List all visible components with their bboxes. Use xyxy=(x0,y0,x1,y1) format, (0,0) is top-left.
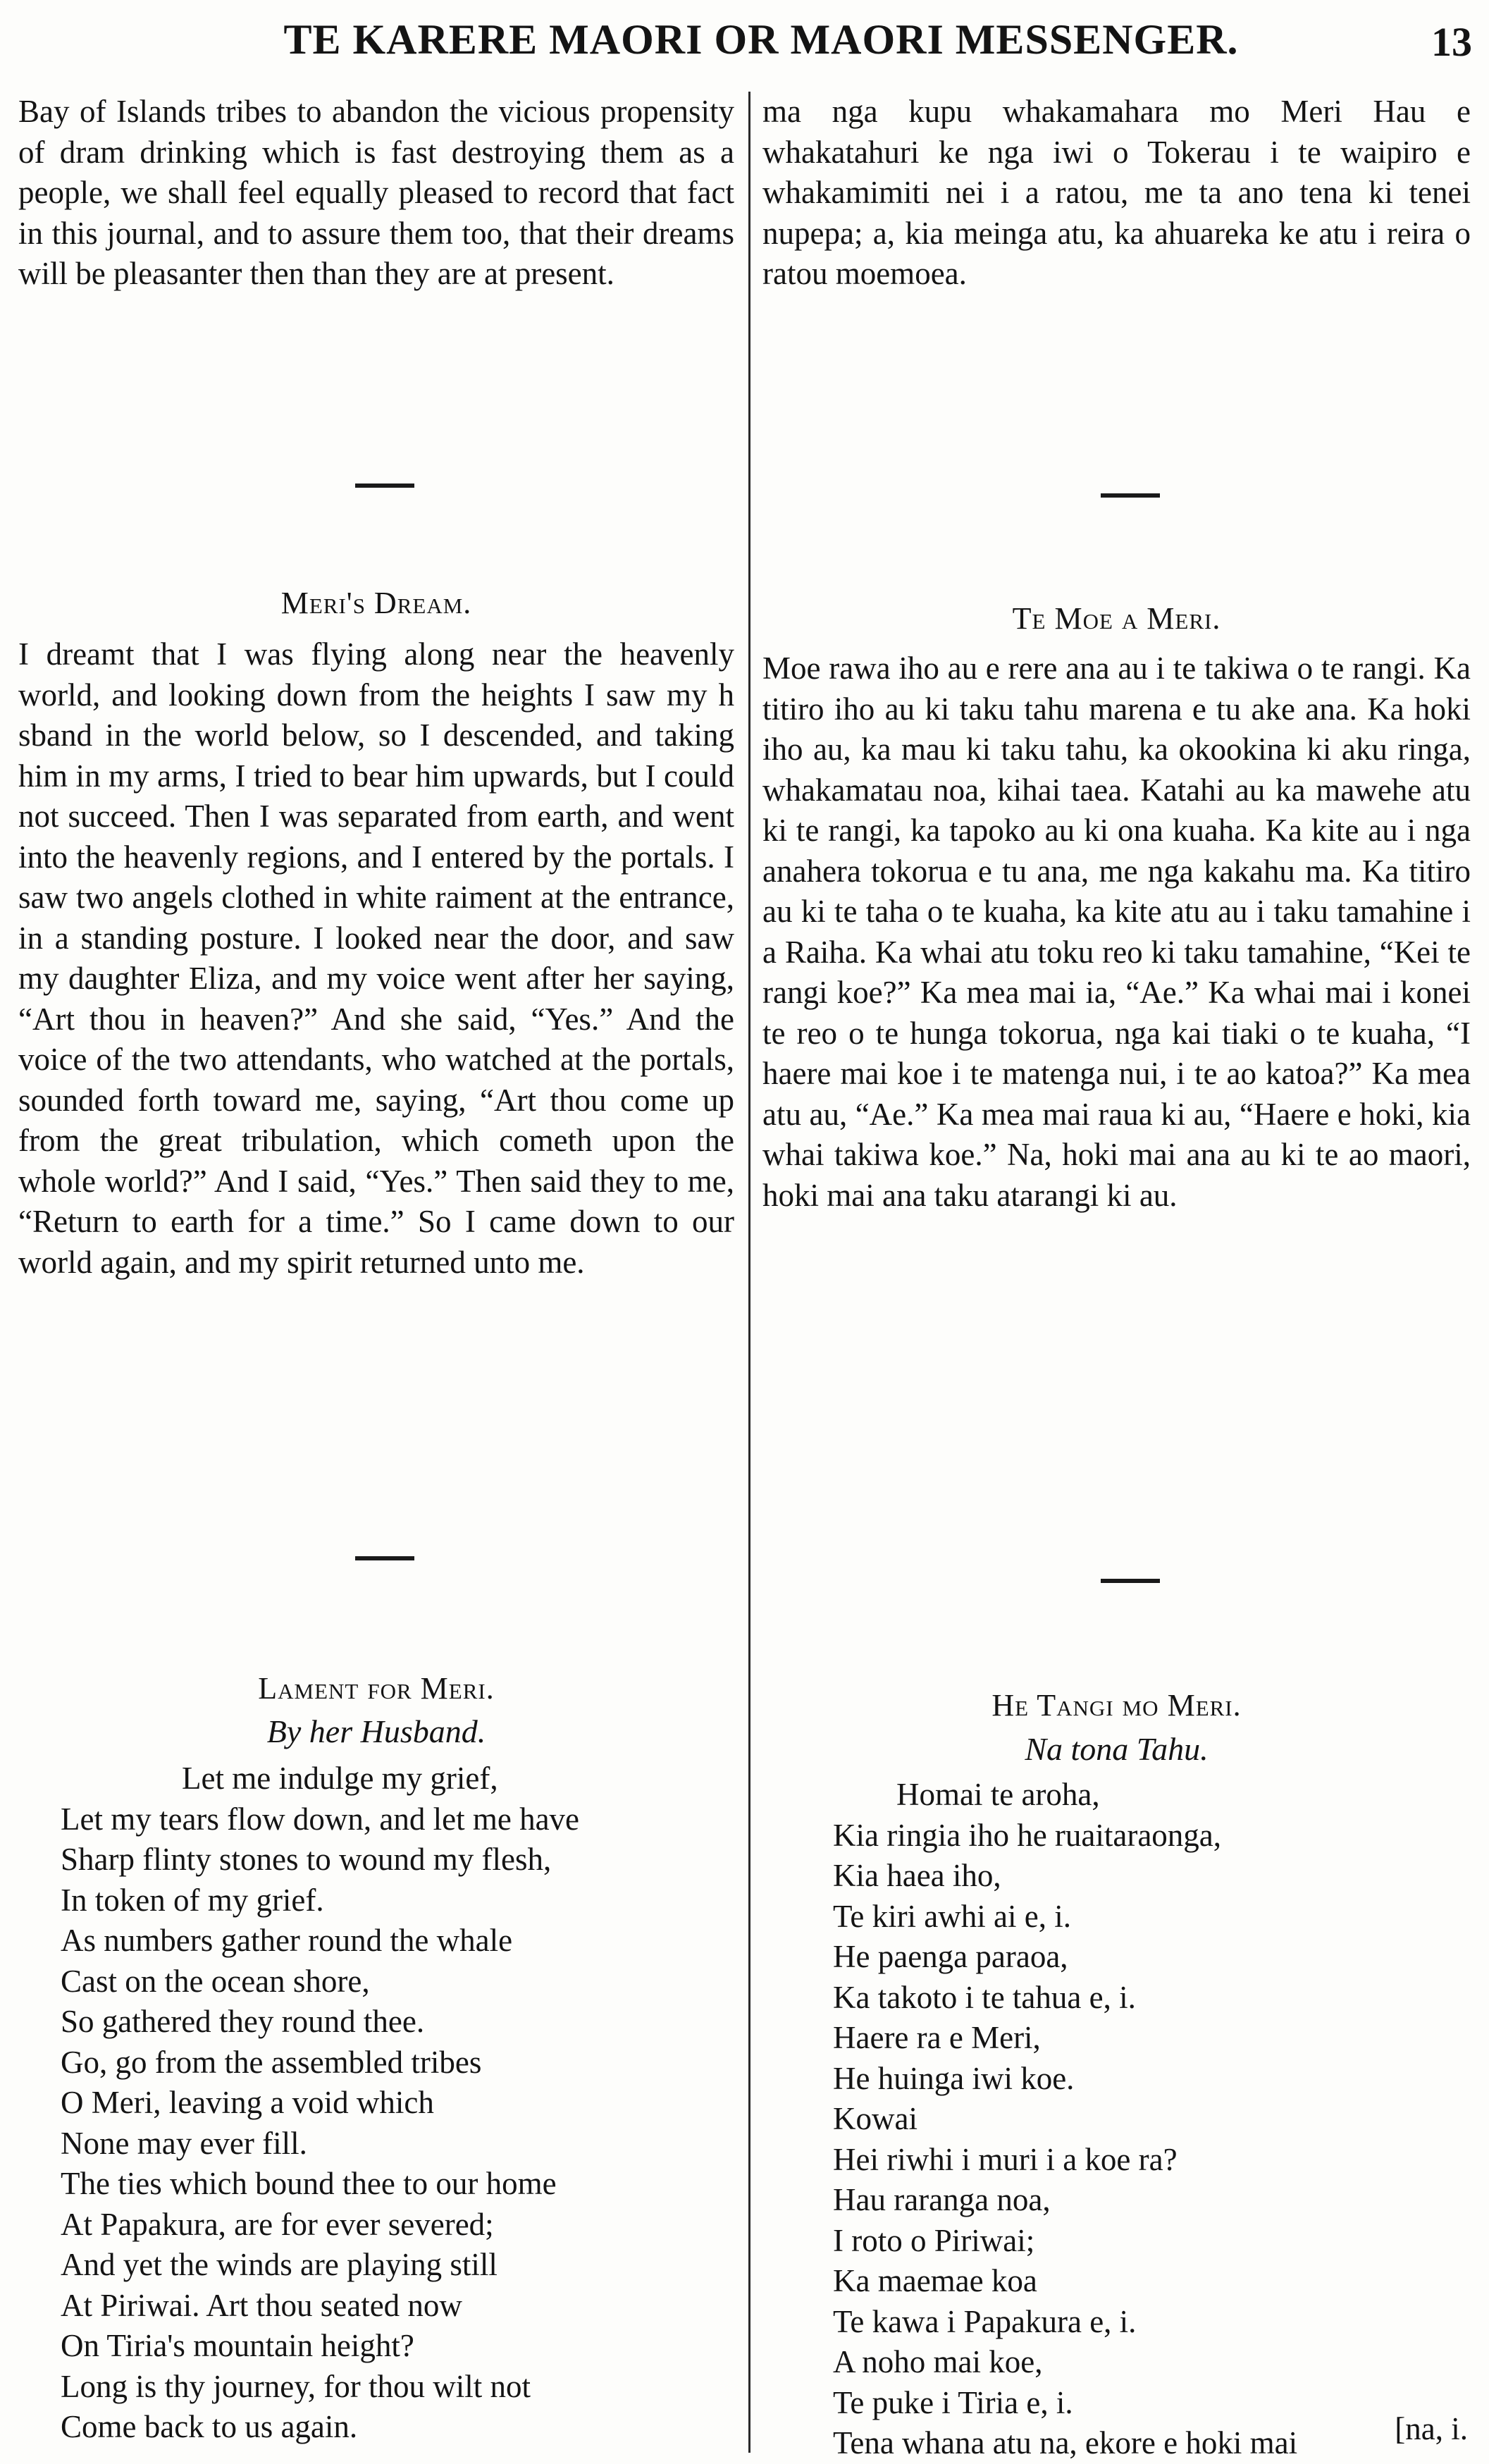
poem-line: Kia ringia iho he ruaitaraonga, xyxy=(833,1817,1222,1853)
poem-line: I roto o Piriwai; xyxy=(833,2222,1035,2258)
poem-line: Ka takoto i te tahua e, i. xyxy=(833,1979,1136,2015)
poem-line: He huinga iwi koe. xyxy=(833,2060,1075,2096)
byline-english: By her Husband. xyxy=(266,1713,486,1749)
poem-line: Long is thy journey, for thou wilt not xyxy=(61,2368,531,2404)
poem-line: And yet the winds are playing still xyxy=(61,2247,498,2282)
poem-line: So gathered they round thee. xyxy=(61,2004,425,2039)
byline-maori: Na tona Tahu. xyxy=(1025,1731,1209,1767)
poem-line: At Piriwai. Art thou seated now xyxy=(61,2287,462,2323)
poem-line: Come back to us again. xyxy=(61,2409,358,2444)
margin-fragment: [na, i. xyxy=(1395,2411,1468,2446)
poem-line: Kia haea iho, xyxy=(833,1858,1001,1893)
page-number: 13 xyxy=(1431,19,1472,65)
intro-paragraph-english: Bay of Islands tribes to abandon the vicious propensity of dram drinking which is fast destroying them as a people, we shall feel equally pleased to record that fact in this journal, and to assure them too, that their dreams will be pleasanter then than they are at present. xyxy=(18,94,734,291)
poem-line: Go, go from the assembled tribes xyxy=(61,2044,482,2080)
section-divider xyxy=(1101,1579,1160,1583)
dream-paragraph-maori: Moe rawa iho au e rere ana au i te takiwa o te rangi. Ka titiro iho au ki taku tahu marena e tu ake ana. Ka hoki iho au, ka mau ki taku tahu, ka okookina ki aku ringa, whakamatau noa, kihai taea. Katahi au ka mawehe atu ki te rangi, ka tapoko au ki ona kuaha. Ka kite au i nga anahera tokorua e tu ana, me nga kakahu ma. Ka titiro au ki te taha o te kuaha, ka kite atu au i taku tamahine i a Raiha. Ka whai atu toku reo ki taku tamahine, “Kei te rangi koe?” Ka mea mai ia, “Ae.” Ka whai mai i konei te reo o te hunga tokorua, nga kai tiaki o te kuaha, “I haere mai koe i te matenga nui, i te ao katoa?” Ka mea atu au, “Ae.” Ka mea mai raua ki au, “Haere e hoki, kia whai takiwa koe.” Na, hoki mai ana au ki te ao maori, hoki mai ana taku atarangi ki au. xyxy=(762,651,1471,1213)
poem-line: On Tiria's mountain height? xyxy=(61,2328,414,2363)
poem-line: Hau raranga noa, xyxy=(833,2182,1051,2217)
maori-column xyxy=(762,92,1471,2460)
poem-line: In token of my grief. xyxy=(61,1882,324,1918)
dream-paragraph-english: I dreamt that I was flying along near the heavenly world, and looking down from the heights I saw my h sband in the world below, so I descended, and taking him in my arms, I tried to bear him upwards, but I could not succeed. Then I was separated from earth, and went into the heavenly regions, and I entered by the portals. I saw two angels clothed in white raiment at the entrance, in a standing posture. I looked near the door, and saw my daughter Eliza, and my voice went after her saying, “Art thou in heaven?” And she said, “Yes.” And the voice of the two attendants, who watched at the portals, sounded forth toward me, saying, “Art thou come up from the great tribulation, which cometh upon the whole world?” And I said, “Yes.” Then said they to me, “Return to earth for a time.” So I came down to our world again, and my spirit returned unto me. xyxy=(18,636,734,1280)
poem-line: Te puke i Tiria e, i. xyxy=(833,2384,1073,2420)
article-title-he-tangi: He Tangi mo Meri. xyxy=(991,1688,1242,1723)
poem-line: The ties which bound thee to our home xyxy=(61,2166,557,2201)
article-title-te-moe: Te Moe a Meri. xyxy=(1012,601,1221,636)
poem-line: Cast on the ocean shore, xyxy=(61,1963,370,1999)
english-column xyxy=(18,92,734,2453)
poem-line: Hei riwhi i muri i a koe ra? xyxy=(833,2141,1178,2177)
intro-paragraph-maori: ma nga kupu whakamahara mo Meri Hau e whakatahuri ke nga iwi o Tokerau i te waipiro e whakamimiti nei i a ratou, me ta ano tena ki tenei nupepa; a, kia meinga atu, ka ahuareka ke atu i reira o ratou moemoea. xyxy=(762,94,1471,291)
poem-maori xyxy=(762,1775,1471,2464)
section-divider xyxy=(355,1556,414,1560)
poem-line: Homai te aroha, xyxy=(896,1777,1100,1812)
poem-line: Haere ra e Meri, xyxy=(833,2020,1041,2055)
poem-line: Te kiri awhi ai e, i. xyxy=(833,1898,1071,1934)
poem-line: A noho mai koe, xyxy=(833,2344,1043,2379)
poem-line: None may ever fill. xyxy=(61,2125,307,2161)
poem-line: Ka maemae koa xyxy=(833,2263,1037,2298)
poem-line: As numbers gather round the whale xyxy=(61,1923,513,1958)
poem-english xyxy=(18,1758,734,2448)
poem-line: Sharp flinty stones to wound my flesh, xyxy=(61,1842,552,1877)
poem-line: Tena whana atu na, ekore e hoki mai xyxy=(833,2425,1298,2460)
article-title-lament: Lament for Meri. xyxy=(258,1671,495,1706)
poem-line: He paenga paraoa, xyxy=(833,1939,1068,1974)
poem-line: Let me indulge my grief, xyxy=(182,1761,498,1796)
article-title-meris-dream: Meri's Dream. xyxy=(280,586,472,620)
section-divider xyxy=(1101,493,1160,498)
poem-line: Let my tears flow down, and let me have xyxy=(61,1801,580,1837)
poem-line: Kowai xyxy=(833,2101,918,2136)
column-divider xyxy=(748,92,750,2453)
poem-line: At Papakura, are for ever severed; xyxy=(61,2206,494,2242)
poem-line: Te kawa i Papakura e, i. xyxy=(833,2303,1137,2339)
page-header xyxy=(0,0,1489,85)
poem-line: O Meri, leaving a void which xyxy=(61,2085,434,2120)
section-divider xyxy=(355,483,414,488)
masthead-title: TE KARERE MAORI OR MAORI MESSENGER. xyxy=(283,16,1239,63)
